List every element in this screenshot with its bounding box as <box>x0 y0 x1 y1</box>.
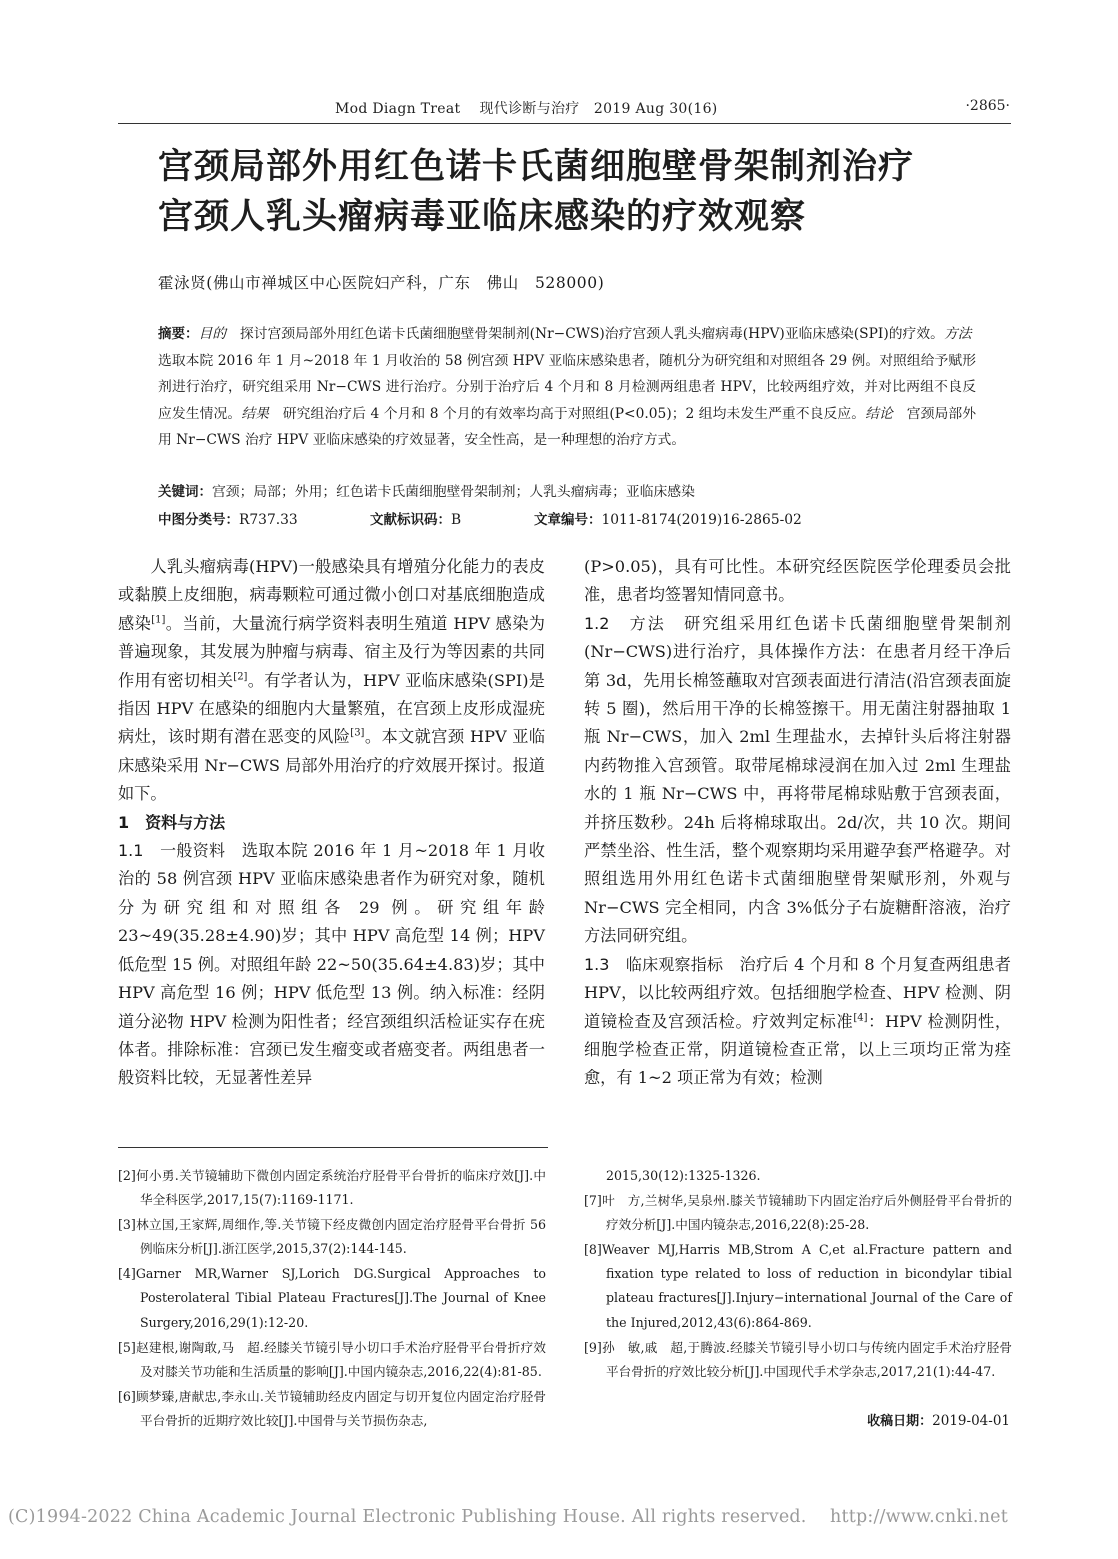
continued-paragraph: (P>0.05)，具有可比性。本研究经医院医学伦理委员会批准，患者均签署知情同意书。 <box>584 557 1011 605</box>
copyright-footer: (C)1994-2022 China Academic Journal Electronic Publishing House. All rights reserved. http://www.cnki.net <box>8 1507 1008 1527</box>
citation-3[interactable]: [3] <box>350 728 365 740</box>
reference-item: [7]叶 方,兰树华,吴泉州.膝关节镜辅助下内固定治疗后外侧胫骨平台骨折的疗效分析[J].中国内镜杂志,2016,22(8):25-28. <box>584 1192 1012 1233</box>
citation-4[interactable]: [4] <box>853 1012 868 1024</box>
conclusion-text: 宫颈局部外用 Nr−CWS 治疗 HPV 亚临床感染的疗效显著，安全性高，是一种理想的治疗方式。 <box>158 405 977 448</box>
header-rule <box>118 123 1011 124</box>
objective-text: 探讨宫颈局部外用红色诺卡氏菌细胞壁骨架制剂(Nr−CWS)治疗宫颈人乳头瘤病毒(HPV)亚临床感染(SPI)的疗效。 <box>226 326 944 342</box>
reference-item: [9]孙 敏,戚 超,于腾波.经膝关节镜引导小切口与传统内固定手术治疗胫骨平台骨折的疗效比较分析[J].中国现代手术学杂志,2017,21(1):44-47. <box>584 1339 1012 1379</box>
citation-2[interactable]: [2] <box>233 671 248 683</box>
conclusion-label: 结论 <box>865 405 893 422</box>
reference-item: [3]林立国,王家辉,周细作,等.关节镜下经皮微创内固定治疗胫骨平台骨折 56 例临床分析[J].浙江医学,2015,37(2):144-145. <box>118 1217 546 1257</box>
reference-item: [8]Weaver MJ,Harris MB,Strom A C,et al.Fracture pattern and fixation type related to loss of reduction in bicondylar tibial plateau fractures[J].Injury−international Journal of the Care of the Injured,2012,43(6):864-869. <box>584 1241 1012 1330</box>
running-head <box>120 96 1010 118</box>
title-line-2: 宫颈人乳头瘤病毒亚临床感染的疗效观察 <box>158 197 807 237</box>
intro-text-2: 。当前，大量流行病学资料表明生殖道 HPV 感染为普遍现象，其发展为肿瘤与病毒、宿主及行为等因素的共同作用有密切相关 <box>118 613 545 690</box>
journal-info: Mod Diagn Treat 现代诊断与治疗 2019 Aug 30(16) <box>335 101 718 117</box>
abstract-label: 摘要： <box>158 326 199 342</box>
reference-item: [5]赵建根,谢陶敢,马 超.经膝关节镜引导小切口手术治疗胫骨平台骨折疗效及对膝关节功能和生活质量的影响[J].中国内镜杂志,2016,22(4):81-85. <box>118 1339 546 1379</box>
subsection-heading-1-1: 1.1 一般资料 <box>118 841 226 861</box>
body-column-right <box>584 553 1011 1093</box>
abstract <box>158 321 986 454</box>
reference-item: [6]顾梦臻,唐献忠,李永山.关节镜辅助经皮内固定与切开复位内固定治疗胫骨平台骨折的近期疗效比较[J].中国骨与关节损伤杂志, <box>118 1388 546 1428</box>
classification-line <box>158 508 976 530</box>
section-1-2 <box>584 610 1011 951</box>
section-1-3 <box>584 951 1011 1093</box>
results-label: 结果 <box>241 405 269 422</box>
subsection-text-1-3b: ：HPV 检测阴性，细胞学检查正常，阴道镜检查正常，以上三项均正常为痊愈，有 1~2 项正常为有效；检测 <box>584 1011 1012 1088</box>
received-value: 2019-04-01 <box>932 1413 1010 1429</box>
citation-1[interactable]: [1] <box>151 614 166 626</box>
article-label: 文章编号： <box>534 512 602 528</box>
keywords <box>158 480 976 500</box>
article-number <box>534 508 802 528</box>
doc-label: 文献标识码： <box>370 512 451 528</box>
intro-text-4: 。本文就宫颈 HPV 亚临床感染采用 Nr−CWS 局部外用治疗的疗效展开探讨。报道如下。 <box>118 727 546 804</box>
keywords-label: 关键词： <box>158 484 212 500</box>
author-affiliation: 霍泳贤(佛山市禅城区中心医院妇产科，广东 佛山 528000) <box>158 274 605 292</box>
body-column-left <box>118 553 545 1093</box>
clc-label: 中图分类号： <box>158 512 239 528</box>
results-text: 研究组治疗后 4 个月和 8 个月的有效率均高于对照组(P<0.05)；2 组均未发生严重不良反应。 <box>268 405 866 422</box>
keywords-text: 宫颈；局部；外用；红色诺卡氏菌细胞壁骨架制剂；人乳头瘤病毒；亚临床感染 <box>212 484 695 500</box>
objective-label: 目的 <box>198 326 227 342</box>
references-rule <box>118 1147 548 1148</box>
references-left <box>118 1164 546 1434</box>
intro-text-1: 人乳头瘤病毒(HPV)一般感染具有增殖分化能力的表皮或黏膜上皮细胞，病毒颗粒可通过微小创口对基底细胞造成感染 <box>118 557 545 633</box>
references-right <box>584 1164 1012 1385</box>
intro-text-3: 。有学者认为，HPV 亚临床感染(SPI)是指因 HPV 在感染的细胞内大量繁殖，在宫颈上皮形成湿疣病灶，该时期有潜在恶变的风险 <box>118 670 545 747</box>
subsection-text-1-3a: 治疗后 4 个月和 8 个月复查两组患者 HPV，以比较两组疗效。包括细胞学检查、HPV 检测、阴道镜检查及宫颈活检。疗效判定标准 <box>584 954 1011 1031</box>
section-1-1 <box>118 837 545 1093</box>
clc-number <box>158 508 298 528</box>
reference-item: [2]何小勇.关节镜辅助下微创内固定系统治疗胫骨平台骨折的临床疗效[J].中华全科医学,2017,15(7):1169-1171. <box>118 1168 546 1208</box>
article-title <box>158 142 998 242</box>
subsection-heading-1-2: 1.2 方法 <box>584 613 666 633</box>
reference-item: [4]Garner MR,Warner SJ,Lorich DG.Surgical Approaches to Posterolateral Tibial Plateau Fractures[J].The Journal of Knee Surgery,2016,29(1):12-20. <box>118 1266 546 1330</box>
page-number: ·2865· <box>965 98 1010 114</box>
title-line-1: 宫颈局部外用红色诺卡氏菌细胞壁骨架制剂治疗 <box>158 147 915 187</box>
doc-value: B <box>451 512 462 528</box>
subsection-text-1-1: 选取本院 2016 年 1 月~2018 年 1 月收治的 58 例宫颈 HPV 亚临床感染患者作为研究对象，随机分为研究组和对照组各 29 例。研究组年龄 23~49(35.28±4.90)岁；其中 HPV 高危型 14 例；HPV 低危型 15 例。对照组年龄 22~50(35.64±4.83)岁；其中 HPV 高危型 16 例；HPV 低危型 13 例。纳入标准：经阴道分泌物 HPV 检测为阳性者；经宫颈组织活检证实存在疣体者。排除标准：宫颈已发生瘤变或者癌变者。两组患者一般资料比较，无显著性差异 <box>118 841 545 1088</box>
intro-paragraph <box>118 553 545 809</box>
clc-value: R737.33 <box>239 512 298 528</box>
subsection-text-1-2: 研究组采用红色诺卡氏菌细胞壁骨架制剂(Nr−CWS)进行治疗，具体操作方法：在患者月经干净后第 3d，先用长棉签蘸取对宫颈表面进行清洁(沿宫颈表面旋转 5 圈)，然后用干净的长棉签擦干。用无菌注射器抽取 1 瓶 Nr−CWS，加入 2ml 生理盐水，去掉针头后将注射器内药物推入宫颈管。取带尾棉球浸润在加入过 2ml 生理盐水的 1 瓶 Nr−CWS 中，再将带尾棉球贴敷于宫颈表面，并挤压数秒。24h 后将棉球取出。2d/次，共 10 次。期间严禁坐浴、性生活，整个观察期均采用避孕套严格避孕。对照组选用外用红色诺卡式菌细胞壁骨架赋形剂，外观与 Nr−CWS 完全相同，内含 3%低分子右旋糖酐溶液，治疗方法同研究组。 <box>584 613 1011 946</box>
methods-label: 方法 <box>943 326 972 342</box>
received-label: 收稿日期： <box>867 1414 933 1429</box>
article-value: 1011-8174(2019)16-2865-02 <box>601 512 802 528</box>
section-heading-1: 1 资料与方法 <box>118 812 226 832</box>
subsection-heading-1-3: 1.3 临床观察指标 <box>584 954 724 974</box>
received-date <box>867 1410 1010 1429</box>
methods-text: 选取本院 2016 年 1 月~2018 年 1 月收治的 58 例宫颈 HPV 亚临床感染患者，随机分为研究组和对照组各 29 例。对照组给予赋形剂进行治疗，研究组采用 Nr−CWS 进行治疗。分别于治疗后 4 个月和 8 月检测两组患者 HPV，比较两组疗效，并对比两组不良反应发生情况。 <box>158 326 986 422</box>
document-code <box>370 508 461 528</box>
reference-continuation: 2015,30(12):1325-1326. <box>606 1168 761 1183</box>
